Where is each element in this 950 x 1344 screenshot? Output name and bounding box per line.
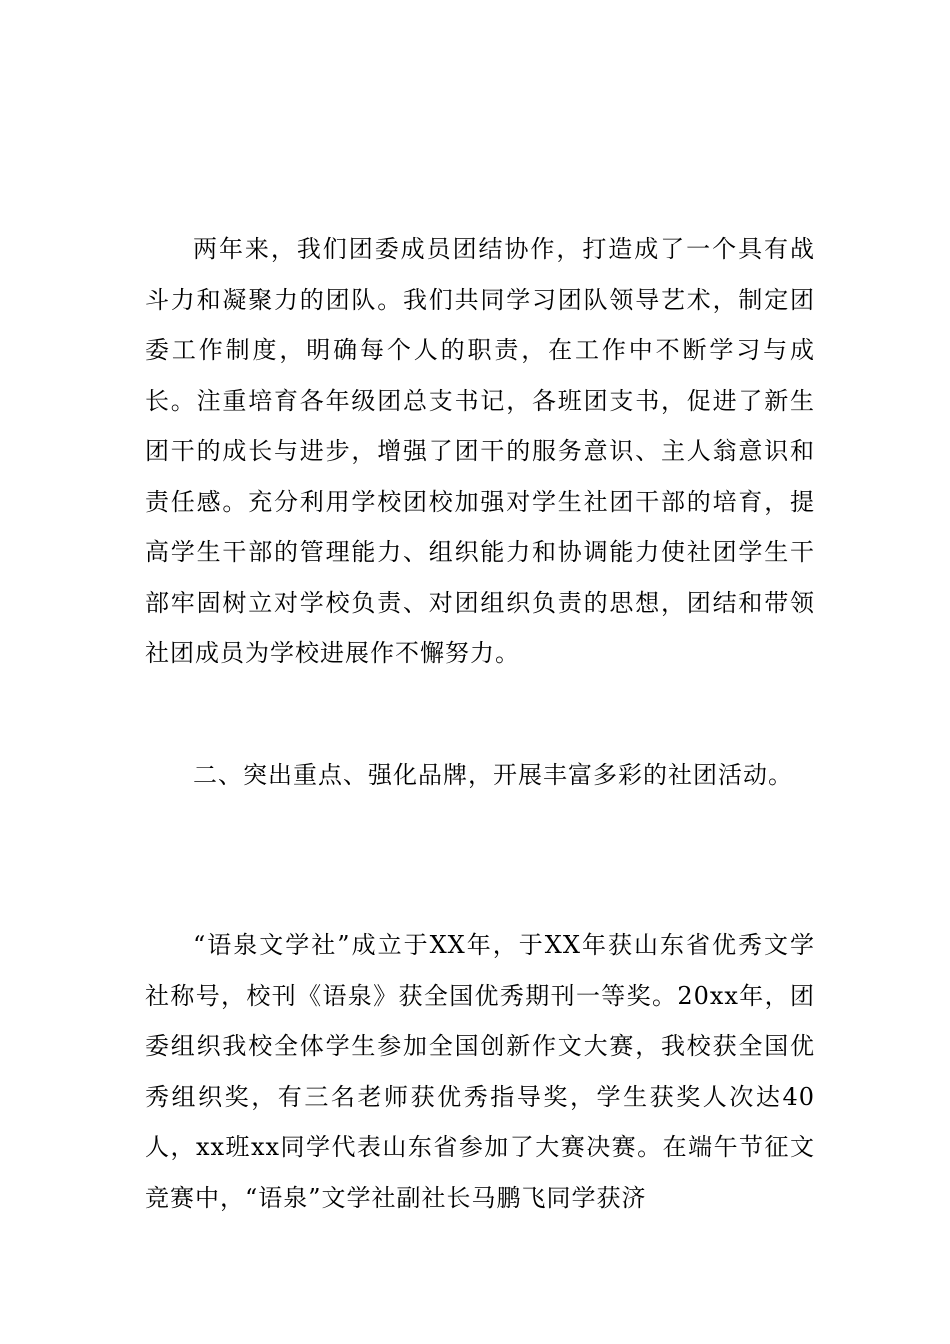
section-heading-club-activities: 二、突出重点、强化品牌，开展丰富多彩的社团活动。 — [193, 761, 793, 789]
body-paragraph-team-building: 两年来，我们团委成员团结协作，打造成了一个具有战斗力和凝聚力的团队。我们共同学习团队领导艺术，制定团委工作制度，明确每个人的职责，在工作中不断学习与成长。注重培育各年级团总支书记，各班团支书，促进了新生团干的成长与进步，增强了团干的服务意识、主人翁意识和责任感。充分利用学校团校加强对学生社团干部的培育，提高学生干部的管理能力、组织能力和协调能力使社团学生干部牢固树立对学校负责、对团组织负责的思想，团结和带领社团成员为学校进展作不懈努力。 — [145, 235, 815, 667]
body-paragraph-literary-society: “语泉文学社”成立于XX年，于XX年获山东省优秀文学社称号，校刊《语泉》获全国优秀期刊一等奖。20xx年，团委组织我校全体学生参加全国创新作文大赛，我校获全国优秀组织奖，有三名老师获优秀指导奖，学生获奖人次达40人，xx班xx同学代表山东省参加了大赛决赛。在端午节征文竞赛中，“语泉”文学社副社长马鹏飞同学获济 — [145, 931, 815, 1212]
